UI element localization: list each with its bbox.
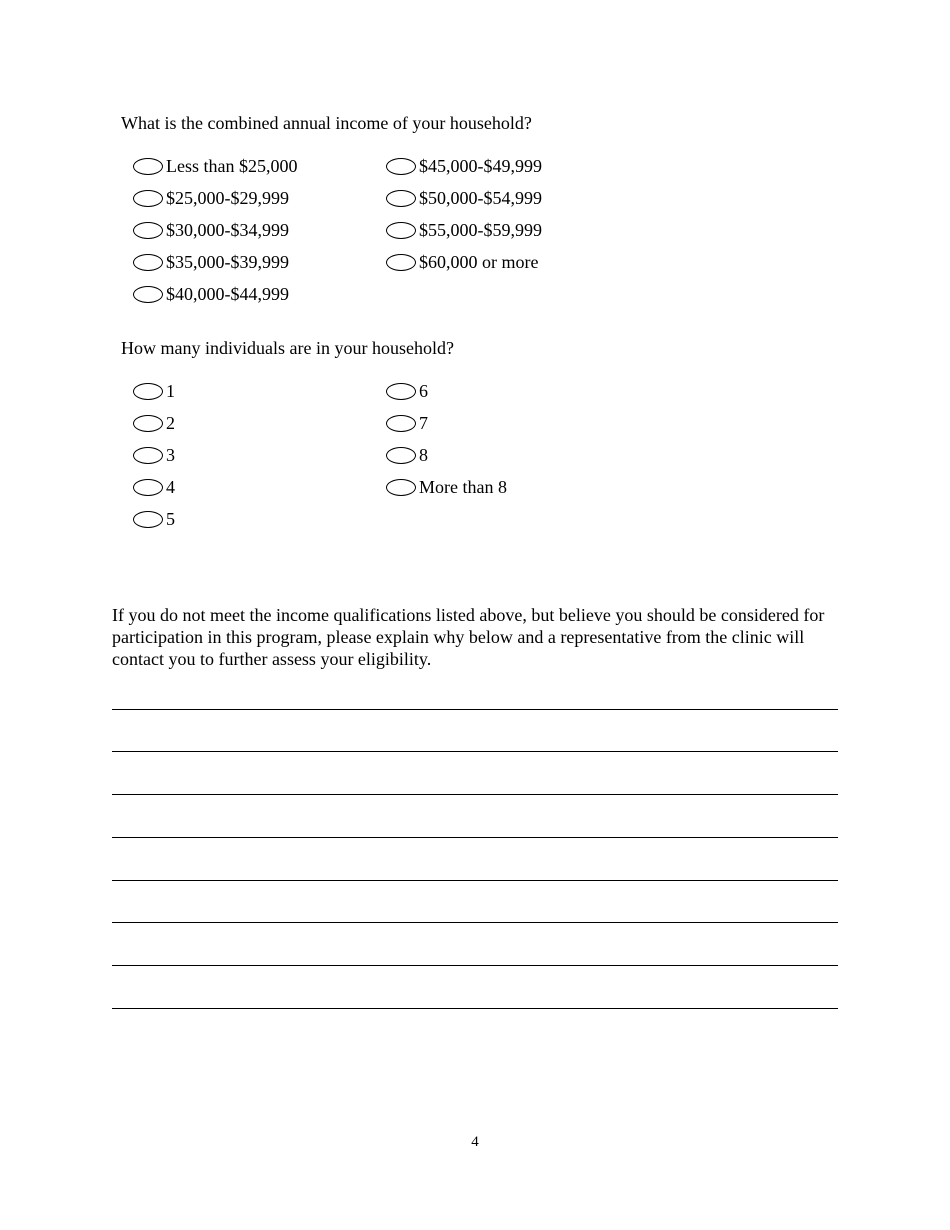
household-option-4[interactable] <box>133 476 175 498</box>
household-option-8[interactable] <box>386 444 428 466</box>
income-option-55000-59999[interactable] <box>386 219 542 241</box>
household-option-2[interactable] <box>133 412 175 434</box>
income-option-35000-39999[interactable] <box>133 251 289 273</box>
option-label: 7 <box>419 412 428 433</box>
radio-button[interactable] <box>386 479 416 496</box>
income-option-25000-29999[interactable] <box>133 187 289 209</box>
option-label: $55,000-$59,999 <box>419 219 542 240</box>
option-label: $60,000 or more <box>419 251 539 272</box>
explanation-write-line[interactable] <box>112 880 838 881</box>
income-option-60000-or-more[interactable] <box>386 251 538 273</box>
explanation-write-line[interactable] <box>112 709 838 710</box>
radio-button[interactable] <box>133 415 163 432</box>
income-option-45000-49999[interactable] <box>386 155 542 177</box>
radio-button[interactable] <box>133 511 163 528</box>
explanation-write-line[interactable] <box>112 751 838 752</box>
option-label: 4 <box>166 476 175 497</box>
household-option-5[interactable] <box>133 508 175 530</box>
option-label: 6 <box>419 380 428 401</box>
radio-button[interactable] <box>133 447 163 464</box>
option-label: $30,000-$34,999 <box>166 219 289 240</box>
radio-button[interactable] <box>386 254 416 271</box>
radio-button[interactable] <box>133 286 163 303</box>
option-label: Less than $25,000 <box>166 155 298 176</box>
income-option-50000-54999[interactable] <box>386 187 542 209</box>
income-option-40000-44999[interactable] <box>133 283 289 305</box>
radio-button[interactable] <box>133 190 163 207</box>
radio-button[interactable] <box>386 415 416 432</box>
radio-button[interactable] <box>133 222 163 239</box>
explanation-write-line[interactable] <box>112 794 838 795</box>
option-label: 1 <box>166 380 175 401</box>
option-label: 8 <box>419 444 428 465</box>
explanation-write-line[interactable] <box>112 1008 838 1009</box>
radio-button[interactable] <box>133 158 163 175</box>
radio-button[interactable] <box>386 447 416 464</box>
income-option-30000-34999[interactable] <box>133 219 289 241</box>
option-label: $25,000-$29,999 <box>166 187 289 208</box>
option-label: $45,000-$49,999 <box>419 155 542 176</box>
radio-button[interactable] <box>133 479 163 496</box>
household-question: How many individuals are in your household? <box>121 338 454 358</box>
explanation-instructions: If you do not meet the income qualifications listed above, but believe you should be considered for participation in this program, please explain why below and a representative from the clinic will contact you to further assess your eligibility. <box>112 605 825 669</box>
option-label: 3 <box>166 444 175 465</box>
option-label: 2 <box>166 412 175 433</box>
option-label: More than 8 <box>419 476 507 497</box>
option-label: $35,000-$39,999 <box>166 251 289 272</box>
explanation-write-line[interactable] <box>112 837 838 838</box>
page-number: 4 <box>471 1134 479 1150</box>
radio-button[interactable] <box>386 190 416 207</box>
radio-button[interactable] <box>386 383 416 400</box>
household-option-6[interactable] <box>386 380 428 402</box>
household-option-1[interactable] <box>133 380 175 402</box>
income-question: What is the combined annual income of your household? <box>121 113 532 133</box>
household-option-7[interactable] <box>386 412 428 434</box>
explanation-write-line[interactable] <box>112 965 838 966</box>
option-label: $40,000-$44,999 <box>166 283 289 304</box>
option-label: $50,000-$54,999 <box>419 187 542 208</box>
radio-button[interactable] <box>386 158 416 175</box>
explanation-write-line[interactable] <box>112 922 838 923</box>
household-option-more-than-8[interactable] <box>386 476 507 498</box>
income-option-less-than-25000[interactable] <box>133 155 297 177</box>
radio-button[interactable] <box>386 222 416 239</box>
household-option-3[interactable] <box>133 444 175 466</box>
option-label: 5 <box>166 508 175 529</box>
radio-button[interactable] <box>133 254 163 271</box>
radio-button[interactable] <box>133 383 163 400</box>
